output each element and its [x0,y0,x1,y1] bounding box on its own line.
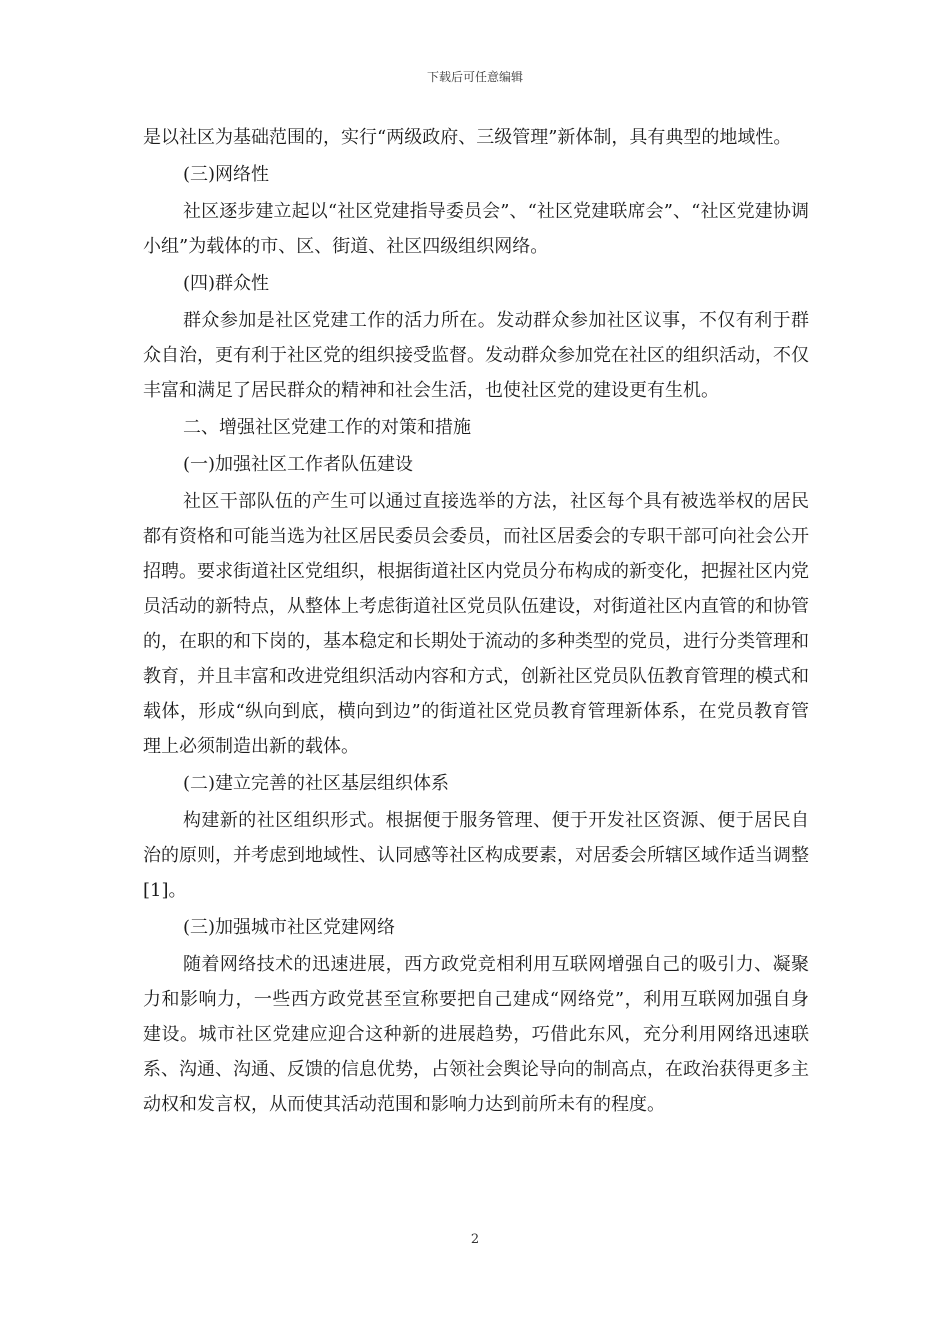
section-heading: (一)加强社区工作者队伍建设 [183,454,414,475]
paragraph: 群众参加是社区党建工作的活力所在。发动群众参加社区议事，不仅有利于群众自治，更有利于社区党的组织接受监督。发动群众参加党在社区的组织活动，不仅丰富和满足了居民群众的精神和社会生活，也使社区党的建设更有生机。 [143,310,809,401]
page-header: 下载后可任意编辑 [426,70,523,84]
paragraph: 社区逐步建立起以“社区党建指导委员会”、“社区党建联席会”、“社区党建协调小组”为载体的市、区、街道、社区四级组织网络。 [143,201,809,257]
page-number: 2 [470,1232,480,1247]
section-heading: (二)建立完善的社区基层组织体系 [183,773,450,794]
paragraph: 社区干部队伍的产生可以通过直接选举的方法，社区每个具有被选举权的居民都有资格和可能当选为社区居民委员会委员，而社区居委会的专职干部可向社会公开招聘。要求街道社区党组织，根据街道社区内党员分布构成的新变化，把握社区内党员活动的新特点，从整体上考虑街道社区党员队伍建设，对街道社区内直管的和协管的，在职的和下岗的，基本稳定和长期处于流动的多种类型的党员，进行分类管理和教育，并且丰富和改进党组织活动内容和方式，创新社区党员队伍教育管理的模式和载体，形成“纵向到底，横向到边”的街道社区党员教育管理新体系，在党员教育管理上必须制造出新的载体。 [143,491,809,757]
paragraph: 构建新的社区组织形式。根据便于服务管理、便于开发社区资源、便于居民自治的原则，并考虑到地域性、认同感等社区构成要素，对居委会所辖区域作适当调整[1]。 [143,810,809,901]
document-body [143,120,809,1124]
paragraph: 随着网络技术的迅速进展，西方政党竞相利用互联网增强自己的吸引力、凝聚力和影响力，一些西方政党甚至宣称要把自己建成“网络党”，利用互联网加强自身建设。城市社区党建应迎合这种新的进展趋势，巧借此东风，充分利用网络迅速联系、沟通、沟通、反馈的信息优势，占领社会舆论导向的制高点，在政治获得更多主动权和发言权，从而使其活动范围和影响力达到前所未有的程度。 [143,954,809,1115]
chapter-heading: 二、增强社区党建工作的对策和措施 [183,417,471,438]
section-heading: (三)加强城市社区党建网络 [183,917,396,938]
section-heading: (三)网络性 [183,164,270,185]
paragraph-continued: 是以社区为基础范围的，实行“两级政府、三级管理”新体制，具有典型的地域性。 [143,127,792,148]
section-heading: (四)群众性 [183,273,270,294]
